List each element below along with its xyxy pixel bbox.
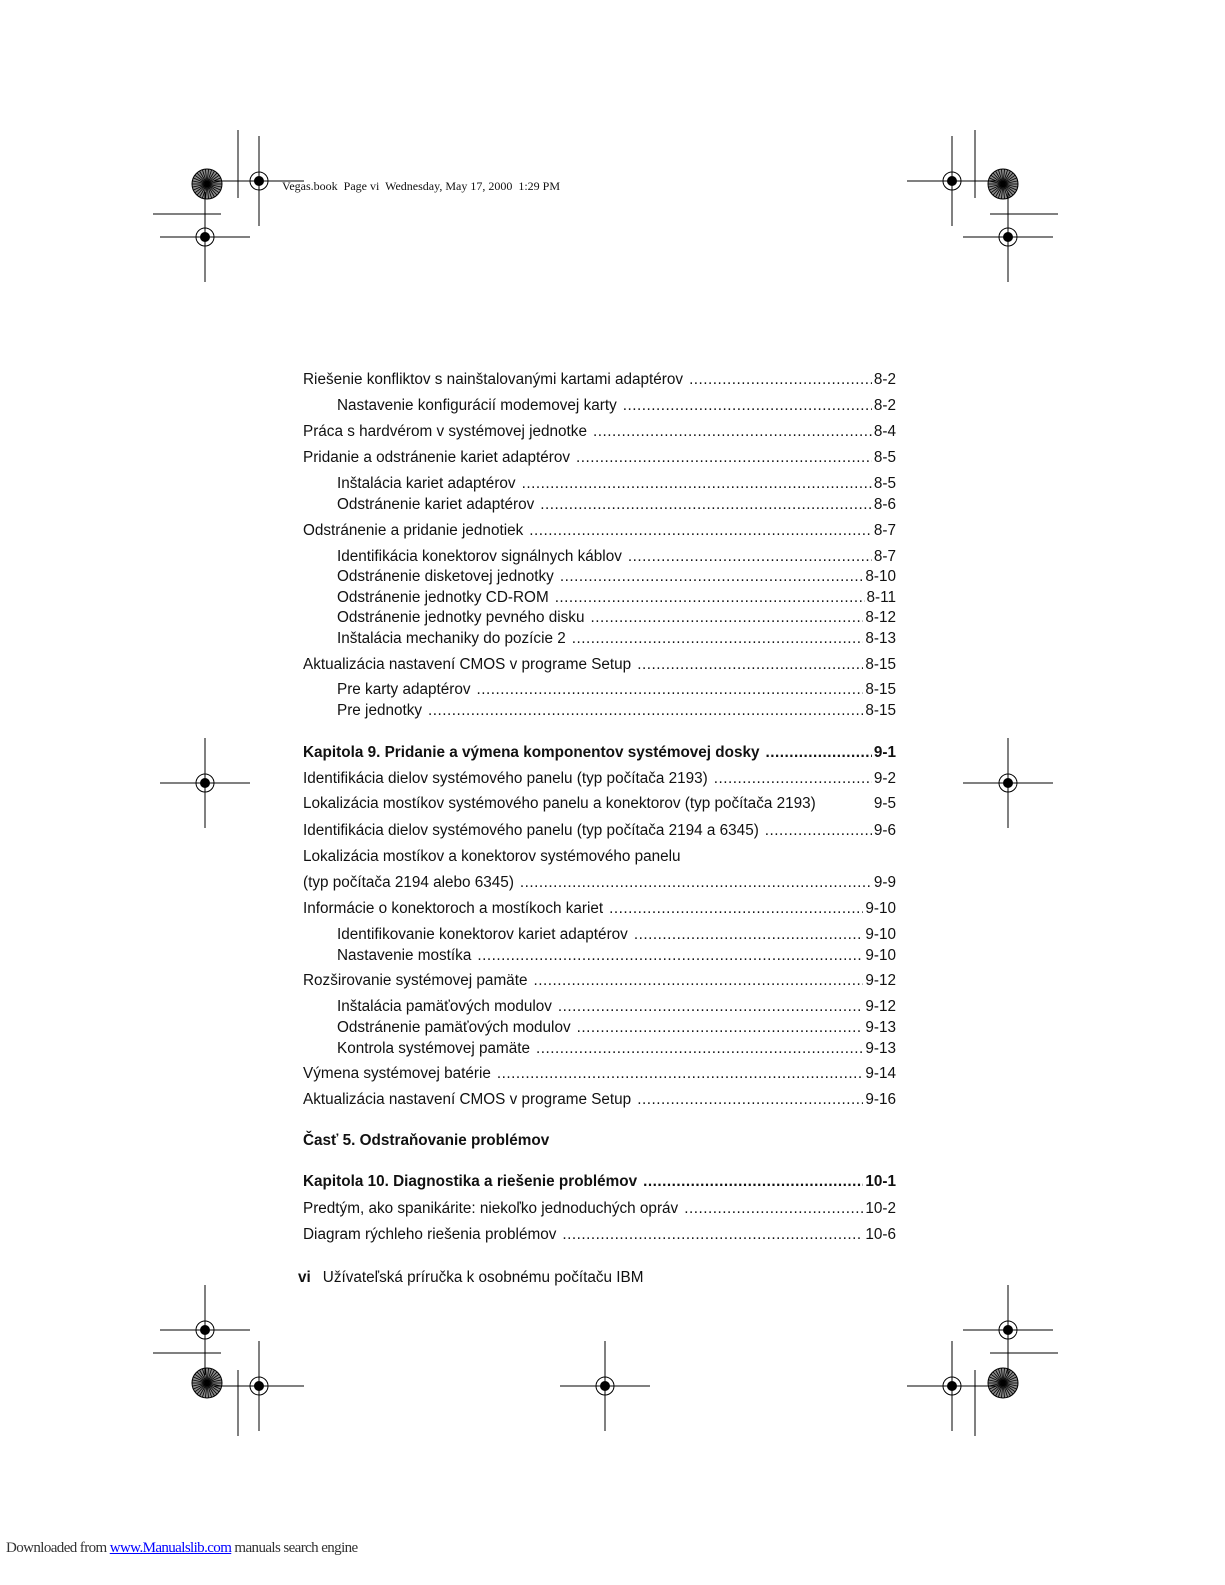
toc-entry[interactable] bbox=[337, 568, 896, 588]
toc-entry-page: 8-4 bbox=[873, 423, 896, 440]
toc-entry[interactable] bbox=[337, 681, 896, 701]
toc-leader-dots bbox=[643, 1173, 863, 1191]
toc-leader-dots bbox=[555, 589, 865, 607]
toc-leader-dots bbox=[572, 630, 864, 648]
toc-leader-dots bbox=[520, 874, 872, 892]
toc-entry[interactable] bbox=[303, 874, 896, 894]
toc-entry[interactable] bbox=[337, 630, 896, 650]
toc-entry[interactable] bbox=[303, 1065, 896, 1085]
toc-entry-title: Informácie o konektoroch a mostíkoch kariet bbox=[303, 900, 604, 917]
toc-entry-page: 9-10 bbox=[865, 926, 896, 943]
toc-entry-page: 9-6 bbox=[873, 822, 896, 839]
toc-entry-page: 8-7 bbox=[873, 522, 896, 539]
toc-entry-page: 9-14 bbox=[865, 1065, 896, 1082]
toc-entry-page: 8-15 bbox=[865, 681, 896, 698]
toc-leader-dots bbox=[766, 744, 872, 762]
toc-leader-dots bbox=[714, 770, 872, 788]
toc-leader-dots bbox=[477, 681, 864, 699]
registration-mark-icon bbox=[160, 738, 250, 828]
toc-entry-title: Kapitola 10. Diagnostika a riešenie problémov bbox=[303, 1173, 638, 1190]
toc-entry[interactable] bbox=[337, 475, 896, 495]
toc-entry[interactable] bbox=[337, 1019, 896, 1039]
toc-entry[interactable] bbox=[337, 947, 896, 967]
toc-entry-page: 8-15 bbox=[865, 702, 896, 719]
toc-leader-dots bbox=[684, 1200, 863, 1218]
toc-entry-title: Lokalizácia mostíkov systémového panelu a konektorov (typ počítača 2193) bbox=[303, 795, 816, 812]
toc-entry[interactable] bbox=[303, 1132, 896, 1152]
toc-leader-dots bbox=[765, 822, 872, 840]
toc-entry-title: Odstránenie pamäťových modulov bbox=[337, 1019, 571, 1036]
toc-entry[interactable] bbox=[303, 1226, 896, 1246]
toc-entry[interactable] bbox=[303, 371, 896, 391]
toc-entry-title: Inštalácia mechaniky do pozície 2 bbox=[337, 630, 566, 647]
toc-entry-title: Inštalácia pamäťových modulov bbox=[337, 998, 552, 1015]
toc-entry-title: Diagram rýchleho riešenia problémov bbox=[303, 1226, 557, 1243]
registration-mark-icon bbox=[963, 192, 1053, 282]
toc-entry-page: 9-13 bbox=[865, 1019, 896, 1036]
toc-leader-dots bbox=[634, 926, 864, 944]
toc-entry-page: 9-12 bbox=[865, 972, 896, 989]
toc-entry-page: 10-1 bbox=[865, 1173, 896, 1190]
toc-leader-dots bbox=[536, 1040, 863, 1058]
manualslib-link[interactable]: www.Manualslib.com bbox=[109, 1540, 232, 1556]
registration-mark-icon bbox=[160, 1285, 250, 1375]
toc-entry-title: Nastavenie konfigurácií modemovej karty bbox=[337, 397, 617, 414]
toc-leader-dots bbox=[628, 548, 872, 566]
registration-mark-icon bbox=[560, 1341, 650, 1431]
toc-entry-page: 8-13 bbox=[865, 630, 896, 647]
toc-entry-title: Pre karty adaptérov bbox=[337, 681, 471, 698]
toc-entry-title: Nastavenie mostíka bbox=[337, 947, 472, 964]
toc-entry-page: 8-7 bbox=[873, 548, 896, 565]
toc-entry-page: 9-9 bbox=[873, 874, 896, 891]
toc-entry[interactable] bbox=[337, 589, 896, 609]
toc-leader-dots bbox=[623, 397, 872, 415]
toc-entry[interactable] bbox=[303, 822, 896, 842]
toc-entry-title: Kontrola systémovej pamäte bbox=[337, 1040, 531, 1057]
toc-entry-page: 9-16 bbox=[865, 1091, 896, 1108]
registration-mark-icon bbox=[907, 1341, 997, 1431]
toc-entry-page: 9-12 bbox=[865, 998, 896, 1015]
toc-leader-dots bbox=[558, 998, 863, 1016]
book-title: Užívateľská príručka k osobnému počítaču IBM bbox=[322, 1269, 644, 1286]
color-target-icon bbox=[192, 1368, 222, 1398]
toc-entry-title: Aktualizácia nastavení CMOS v programe Setup bbox=[303, 656, 632, 673]
book-slug-header: Vegas.book Page vi Wednesday, May 17, 2000 1:29 PM bbox=[282, 179, 561, 193]
toc-entry-title: Odstránenie jednotky pevného disku bbox=[337, 609, 585, 626]
toc-entry[interactable] bbox=[303, 972, 896, 992]
toc-entry[interactable] bbox=[337, 1040, 896, 1060]
page-footer bbox=[298, 1269, 644, 1287]
toc-entry[interactable] bbox=[337, 998, 896, 1018]
registration-mark-icon bbox=[963, 738, 1053, 828]
registration-mark-icon bbox=[963, 1285, 1053, 1375]
toc-entry[interactable] bbox=[337, 702, 896, 722]
toc-entry-page: 9-5 bbox=[873, 795, 896, 812]
toc-entry-page: 9-10 bbox=[865, 900, 896, 917]
toc-entry[interactable] bbox=[337, 926, 896, 946]
toc-entry[interactable] bbox=[337, 609, 896, 629]
toc-leader-dots bbox=[689, 371, 872, 389]
toc-entry-page: 8-15 bbox=[865, 656, 896, 673]
toc-entry[interactable] bbox=[303, 770, 896, 790]
toc-leader-dots bbox=[560, 568, 864, 586]
toc-entry[interactable] bbox=[303, 449, 896, 469]
toc-entry-title: Pridanie a odstránenie kariet adaptérov bbox=[303, 449, 571, 466]
toc-entry-page: 8-2 bbox=[873, 371, 896, 388]
toc-leader-dots bbox=[576, 449, 872, 467]
toc-entry-page: 9-10 bbox=[865, 947, 896, 964]
toc-entry[interactable] bbox=[303, 848, 896, 868]
toc-entry-title: Rozširovanie systémovej pamäte bbox=[303, 972, 528, 989]
toc-entry[interactable] bbox=[303, 656, 896, 676]
toc-entry-page: 9-13 bbox=[865, 1040, 896, 1057]
toc-entry[interactable] bbox=[303, 1200, 896, 1220]
toc-entry[interactable] bbox=[337, 548, 896, 568]
registration-mark-icon bbox=[160, 192, 250, 282]
toc-leader-dots bbox=[540, 496, 872, 514]
toc-entry[interactable] bbox=[303, 744, 896, 764]
registration-mark-icon bbox=[214, 1341, 304, 1431]
toc-leader-dots bbox=[593, 423, 872, 441]
toc-entry[interactable] bbox=[303, 1091, 896, 1111]
toc-entry-page: 9-2 bbox=[873, 770, 896, 787]
toc-entry-title: Kapitola 9. Pridanie a výmena komponentov systémovej dosky bbox=[303, 744, 760, 761]
toc-entry-title: Riešenie konfliktov s nainštalovanými kartami adaptérov bbox=[303, 371, 684, 388]
toc-entry-page: 8-6 bbox=[873, 496, 896, 513]
toc-entry-title: Identifikácia dielov systémového panelu (typ počítača 2194 a 6345) bbox=[303, 822, 759, 839]
toc-entry[interactable] bbox=[303, 522, 896, 542]
toc-entry-page: 8-10 bbox=[865, 568, 896, 585]
toc-entry-title: Odstránenie jednotky CD-ROM bbox=[337, 589, 549, 606]
toc-leader-dots bbox=[562, 1226, 863, 1244]
toc-entry-page: 10-2 bbox=[865, 1200, 896, 1217]
toc-entry-title: Aktualizácia nastavení CMOS v programe Setup bbox=[303, 1091, 632, 1108]
registration-mark-icon bbox=[907, 136, 997, 226]
toc-leader-dots bbox=[637, 1091, 863, 1109]
download-note bbox=[6, 1540, 358, 1557]
toc-entry-title: Odstránenie disketovej jednotky bbox=[337, 568, 554, 585]
toc-entry-title: Identifikovanie konektorov kariet adaptérov bbox=[337, 926, 628, 943]
toc-leader-dots bbox=[522, 475, 872, 493]
download-suffix: manuals search engine bbox=[231, 1540, 358, 1556]
page-number: vi bbox=[298, 1269, 311, 1286]
toc-entry[interactable] bbox=[337, 397, 896, 417]
toc-entry-title: Inštalácia kariet adaptérov bbox=[337, 475, 516, 492]
toc-entry[interactable] bbox=[303, 1173, 896, 1193]
color-target-icon bbox=[192, 169, 222, 199]
toc-leader-dots bbox=[590, 609, 863, 627]
toc-entry-title: Pre jednotky bbox=[337, 702, 423, 719]
toc-entry-title: Lokalizácia mostíkov a konektorov systémového panelu bbox=[303, 848, 681, 865]
toc-entry-page: 8-5 bbox=[873, 475, 896, 492]
toc-leader-dots bbox=[609, 900, 863, 918]
toc-entry-title: Predtým, ako spanikárite: niekoľko jednoduchých opráv bbox=[303, 1200, 679, 1217]
toc-entry-page: 8-5 bbox=[873, 449, 896, 466]
toc-leader-dots bbox=[637, 656, 863, 674]
toc-entry-title: Identifikácia dielov systémového panelu (typ počítača 2193) bbox=[303, 770, 708, 787]
color-target-icon bbox=[988, 169, 1018, 199]
toc-entry-title: Identifikácia konektorov signálnych káblov bbox=[337, 548, 622, 565]
toc-entry-page: 9-1 bbox=[873, 744, 896, 761]
toc-entry-page: 10-6 bbox=[865, 1226, 896, 1243]
toc-entry-title: Odstránenie kariet adaptérov bbox=[337, 496, 535, 513]
toc-entry-title: Výmena systémovej batérie bbox=[303, 1065, 491, 1082]
toc-entry[interactable] bbox=[337, 496, 896, 516]
toc-entry-title: Odstránenie a pridanie jednotiek bbox=[303, 522, 524, 539]
download-prefix: Downloaded from bbox=[6, 1540, 110, 1556]
toc-entry[interactable] bbox=[303, 900, 896, 920]
toc-entry-page: 8-12 bbox=[865, 609, 896, 626]
toc-entry-page: 8-11 bbox=[866, 589, 896, 606]
toc-leader-dots bbox=[497, 1065, 863, 1083]
toc-entry[interactable] bbox=[303, 423, 896, 443]
toc-leader-dots bbox=[477, 947, 863, 965]
toc-entry-title: Práca s hardvérom v systémovej jednotke bbox=[303, 423, 587, 440]
toc-entry[interactable] bbox=[303, 795, 896, 815]
toc-entry-title: (typ počítača 2194 alebo 6345) bbox=[303, 874, 514, 891]
toc-leader-dots bbox=[428, 702, 863, 720]
toc-leader-dots bbox=[533, 972, 863, 990]
toc-leader-dots bbox=[529, 522, 872, 540]
toc-entry-page: 8-2 bbox=[873, 397, 896, 414]
toc-entry-title: Časť 5. Odstraňovanie problémov bbox=[303, 1132, 550, 1149]
color-target-icon bbox=[988, 1368, 1018, 1398]
toc-leader-dots bbox=[577, 1019, 864, 1037]
